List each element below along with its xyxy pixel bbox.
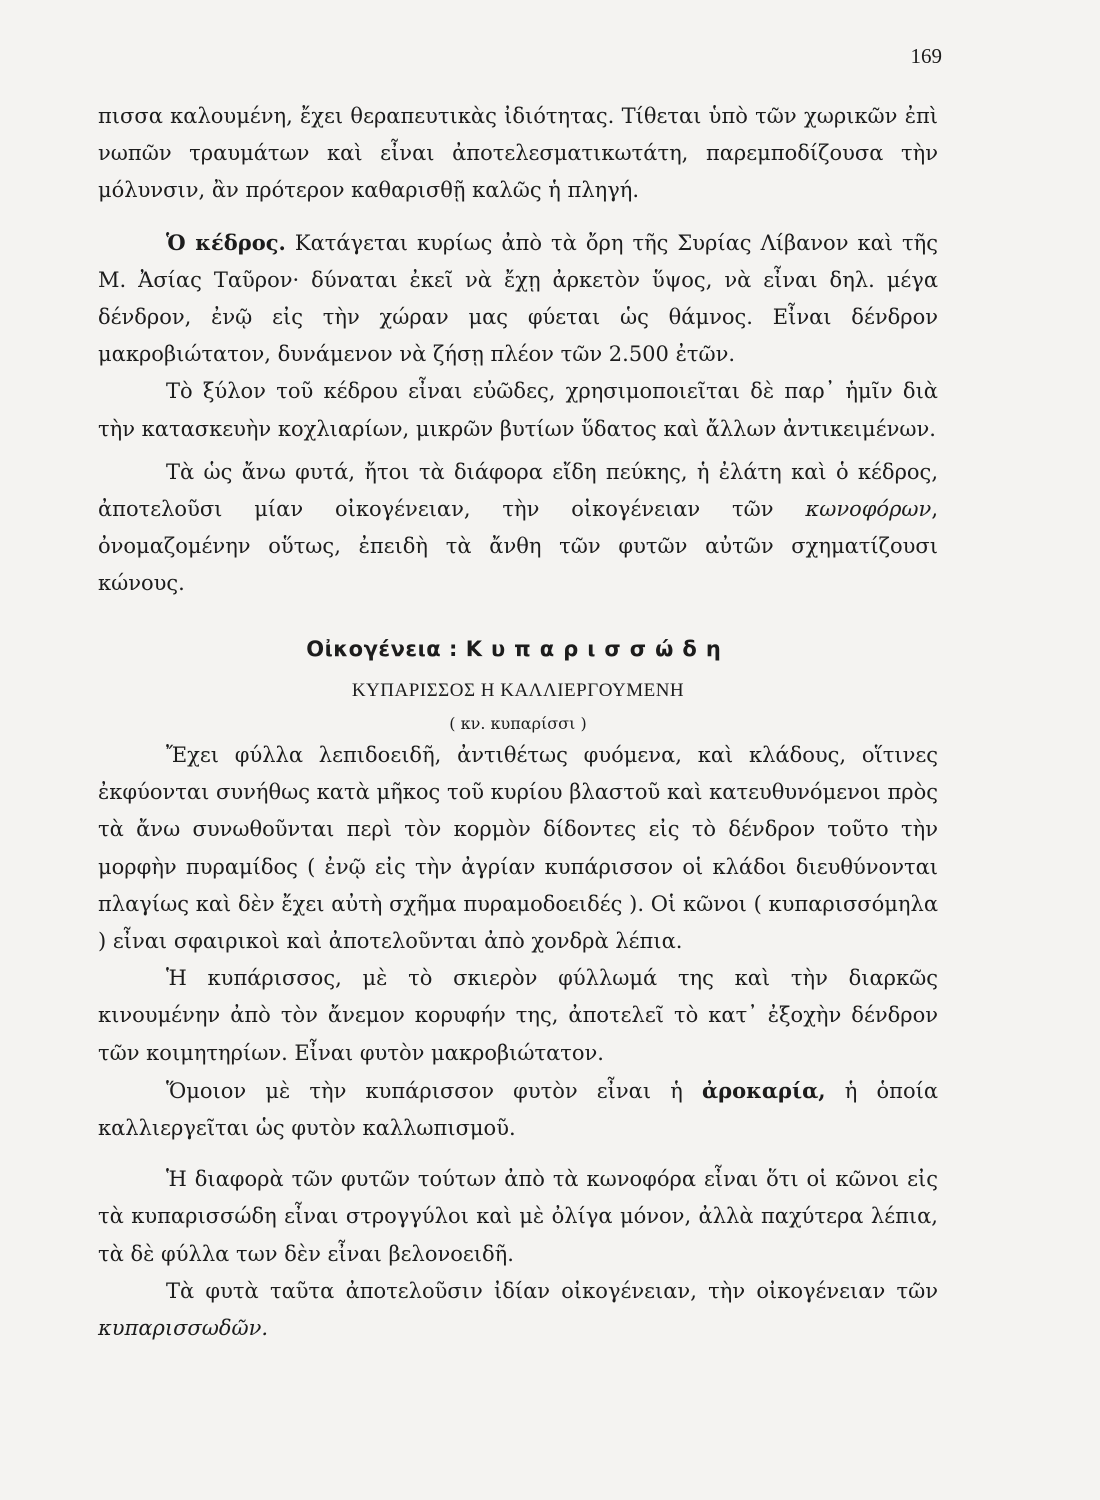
araucaria-term: ἀροκαρία,: [701, 1077, 826, 1103]
page-number: 169: [910, 44, 942, 68]
paragraph-cedar: [98, 224, 938, 374]
family-name-cypresses: κυπαρισσωδῶν.: [98, 1316, 269, 1341]
family-name-conifers: κωνοφόρων: [805, 497, 932, 522]
species-title: ΚΥΠΑΡΙΣΣΟΣ Η ΚΑΛΛΙΕΡΓΟΥΜΕΝΗ: [351, 679, 685, 701]
vernacular-name: ( κν. κυπαρίσσι ): [449, 714, 587, 734]
araucaria-text-after: ἡ ὁποία καλλιεργεῖται ὡς φυτὸν καλλωπισμοῦ.: [98, 1078, 938, 1141]
paragraph-araucaria: [98, 1072, 938, 1147]
cedar-text: Κατάγεται κυρίως ἀπὸ τὰ ὄρη τῆς Συρίας Λίβανον καὶ τῆς Μ. Ἀσίας Ταῦρον· δύναται ἐκεῖ νὰ ἔχῃ ἀρκετὸν ὕψος, νὰ εἶναι δηλ. μέγα δένδρον, ἐνῷ εἰς τὴν χώραν μας φύεται ὡς θάμνος. Εἶναι δένδρον μακροβιώτατον, δυνάμενον νὰ ζήσῃ πλέον τῶν 2.500 ἐτῶν.: [98, 230, 938, 367]
paragraph-cypress-cemetery: Ἡ κυπάρισσος, μὲ τὸ σκιερὸν φύλλωμά της καὶ τὴν διαρκῶς κινουμένην ἀπὸ τὸν ἄνεμον κορυφήν της, ἀποτελεῖ τὸ κατ᾽ ἐξοχὴν δένδρον τῶν κοιμητηρίων. Εἶναι φυτὸν μακροβιώτατον.: [98, 966, 938, 1065]
paragraph-cypress-leaves: Ἔχει φύλλα λεπιδοειδῆ, ἀντιθέτως φυόμενα, καὶ κλάδους, οἵτινες ἐκφύονται συνήθως κατὰ μῆκος τοῦ κυρίου βλαστοῦ καὶ κατευθυνόμενοι πρὸς τὰ ἄνω συνωθοῦνται περὶ τὸν κορμὸν δίδοντες εἰς τὸ δένδρον τοῦτο τὴν μορφὴν πυραμίδος ( ἐνῷ εἰς τὴν ἀγρίαν κυπάρισσον οἱ κλάδοι διευθύνονται πλαγίως καὶ δὲν ἔχει αὐτὴ σχῆμα πυραμοδοειδές ). Οἱ κῶνοι ( κυπαρισσόμηλα ) εἶναι σφαιρικοὶ καὶ ἀποτελοῦνται ἀπὸ χονδρὰ λέπια.: [98, 743, 938, 954]
paragraph-resin: πισσα καλουμένη, ἔχει θεραπευτικὰς ἰδιότητας. Τίθεται ὑπὸ τῶν χωρικῶν ἐπὶ νωπῶν τραυμάτων καὶ εἶναι ἀποτελεσματικωτάτη, παρεμποδίζουσα τὴν μόλυνσιν, ἂν πρότερον καθαρισθῇ καλῶς ἡ πληγή.: [98, 104, 938, 203]
paragraph-conifer-family: [98, 454, 938, 603]
heading-family-name: Κυπαρισσώδη: [465, 636, 730, 661]
final-text-before: Τὰ φυτὰ ταῦτα ἀποτελοῦσιν ἰδίαν οἰκογένειαν, τὴν οἰκογένειαν τῶν: [166, 1278, 938, 1303]
paragraph-cedar-wood: Τὸ ξύλον τοῦ κέδρου εἶναι εὐῶδες, χρησιμοποιεῖται δὲ παρ᾽ ἡμῖν διὰ τὴν κατασκευὴν κοχλιαρίων, μικρῶν βυτίων ὕδατος καὶ ἄλλων ἀντικειμένων.: [98, 379, 938, 441]
paragraph-difference: Ἡ διαφορὰ τῶν φυτῶν τούτων ἀπὸ τὰ κωνοφόρα εἶναι ὅτι οἱ κῶνοι εἰς τὰ κυπαρισσώδη εἶναι στρογγύλοι καὶ μὲ ὀλίγα μόνον, ἀλλὰ παχύτερα λέπια, τὰ δὲ φύλλα των δὲν εἶναι βελονοειδῆ.: [98, 1167, 938, 1266]
section-heading: [98, 631, 938, 668]
page-body: [98, 98, 938, 1347]
araucaria-text-before: Ὅμοιον μὲ τὴν κυπάρισσον φυτὸν εἶναι ἡ: [166, 1078, 702, 1103]
paragraph-cypress-family: [98, 1273, 938, 1347]
heading-label: Οἰκογένεια :: [306, 636, 458, 661]
family-text-before: Τὰ ὡς ἄνω φυτά, ἤτοι τὰ διάφορα εἴδη πεύκης, ἡ ἐλάτη καὶ ὁ κέδρος, ἀποτελοῦσι μίαν οἰκογένειαν, τὴν οἰκογένειαν τῶν: [98, 459, 938, 522]
cedar-term: Ὁ κέδρος.: [166, 229, 286, 255]
family-text-after: , ὀνομαζομένην οὕτως, ἐπειδὴ τὰ ἄνθη τῶν φυτῶν αὐτῶν σχηματίζουσι κώνους.: [98, 497, 938, 596]
